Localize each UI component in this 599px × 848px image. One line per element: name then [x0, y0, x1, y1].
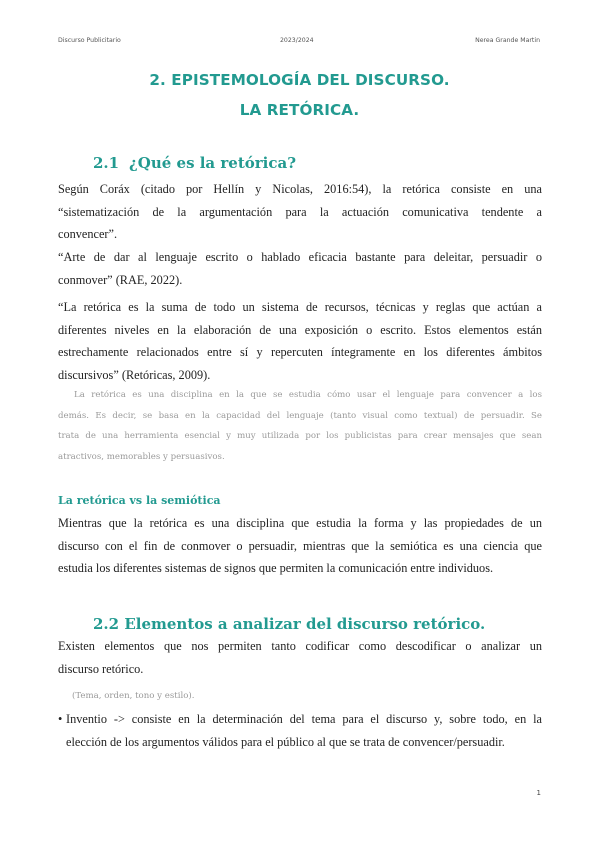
paragraph-elementos	[58, 635, 542, 680]
header-course: Discurso Publicitario	[58, 37, 121, 44]
chapter-subtitle: LA RETÓRICA.	[239, 101, 360, 119]
text-line: estrechamente relacionados entre sí y repercuten íntegramente en los diferentes ámbitos	[58, 345, 542, 359]
header-year: 2023/2024	[280, 37, 314, 44]
chapter-title: 2. EPISTEMOLOGÍA DEL DISCURSO.	[149, 71, 450, 89]
header-author: Nerea Grande Martin	[475, 37, 540, 44]
subsection-heading: La retórica vs la semiótica	[58, 494, 221, 507]
note-line: (Tema, orden, tono y estilo).	[72, 691, 195, 701]
paragraph-semiotica	[58, 512, 542, 580]
section-title: ¿Qué es la retórica?	[129, 154, 296, 172]
summary-note	[58, 385, 542, 467]
section-2-2-heading: 2.2 Elementos a analizar del discurso retórico.	[93, 615, 486, 633]
elements-note	[72, 686, 556, 707]
list-item-inventio	[58, 708, 542, 753]
bullet-line: elección de los argumentos válidos para el público al que se trata de convencer/persuadir.	[66, 734, 505, 749]
paragraph-retoricas	[58, 296, 542, 386]
note-line: La retórica es una disciplina en la que se estudia cómo usar el lenguaje para convencer a los	[74, 390, 542, 400]
text-line: “Arte de dar al lenguaje escrito o hablado eficacia bastante para deleitar, persuadir o	[58, 250, 542, 264]
text-line: Según Coráx (citado por Hellín y Nicolas, 2016:54), la retórica consiste en una	[58, 182, 542, 196]
bullet-text: Inventio -> consiste en la determinación del tema para el discurso y, sobre todo, en la	[66, 712, 542, 726]
note-line: trata de una herramienta esencial y muy utilizada por los publicistas para crear mensajes que sean	[58, 431, 542, 441]
paragraph-rae	[58, 246, 542, 291]
text-line: “La retórica es la suma de todo un sistema de recursos, técnicas y reglas que actúan a	[58, 300, 542, 314]
paragraph-corax	[58, 178, 542, 246]
section-number: 2.1	[93, 154, 120, 172]
note-line: demás. Es decir, se basa en la capacidad del lenguaje (tanto visual como textual) de persuadir. Se	[58, 410, 542, 421]
bullet-marker: •	[58, 712, 63, 726]
text-line: discurso retórico.	[58, 661, 144, 676]
text-line: discurso con el fin de conmover o persuadir, mientras que la semiótica es una ciencia que	[58, 538, 542, 553]
text-line: Mientras que la retórica es una disciplina que estudia la forma y las propiedades de un	[58, 516, 542, 530]
section-2-1-heading	[93, 154, 296, 172]
page-number: 1	[536, 789, 541, 797]
text-line: Existen elementos que nos permiten tanto codificar como descodificar o analizar un	[58, 639, 542, 653]
note-line: atractivos, memorables y persuasivos.	[58, 451, 225, 462]
text-line: discursivos” (Retóricas, 2009).	[58, 367, 211, 382]
bullet-line	[58, 708, 542, 731]
text-line: conmover” (RAE, 2022).	[58, 272, 183, 287]
text-line: estudia los diferentes sistemas de signos que permiten la comunicación entre individuos.	[58, 561, 494, 575]
text-line: diferentes niveles en la elaboración de una exposición o escrito. Estos elementos están	[58, 322, 542, 337]
text-line: “sistematización de la argumentación para la actuación comunicativa tendente a	[58, 204, 542, 219]
text-line: convencer”.	[58, 227, 118, 241]
